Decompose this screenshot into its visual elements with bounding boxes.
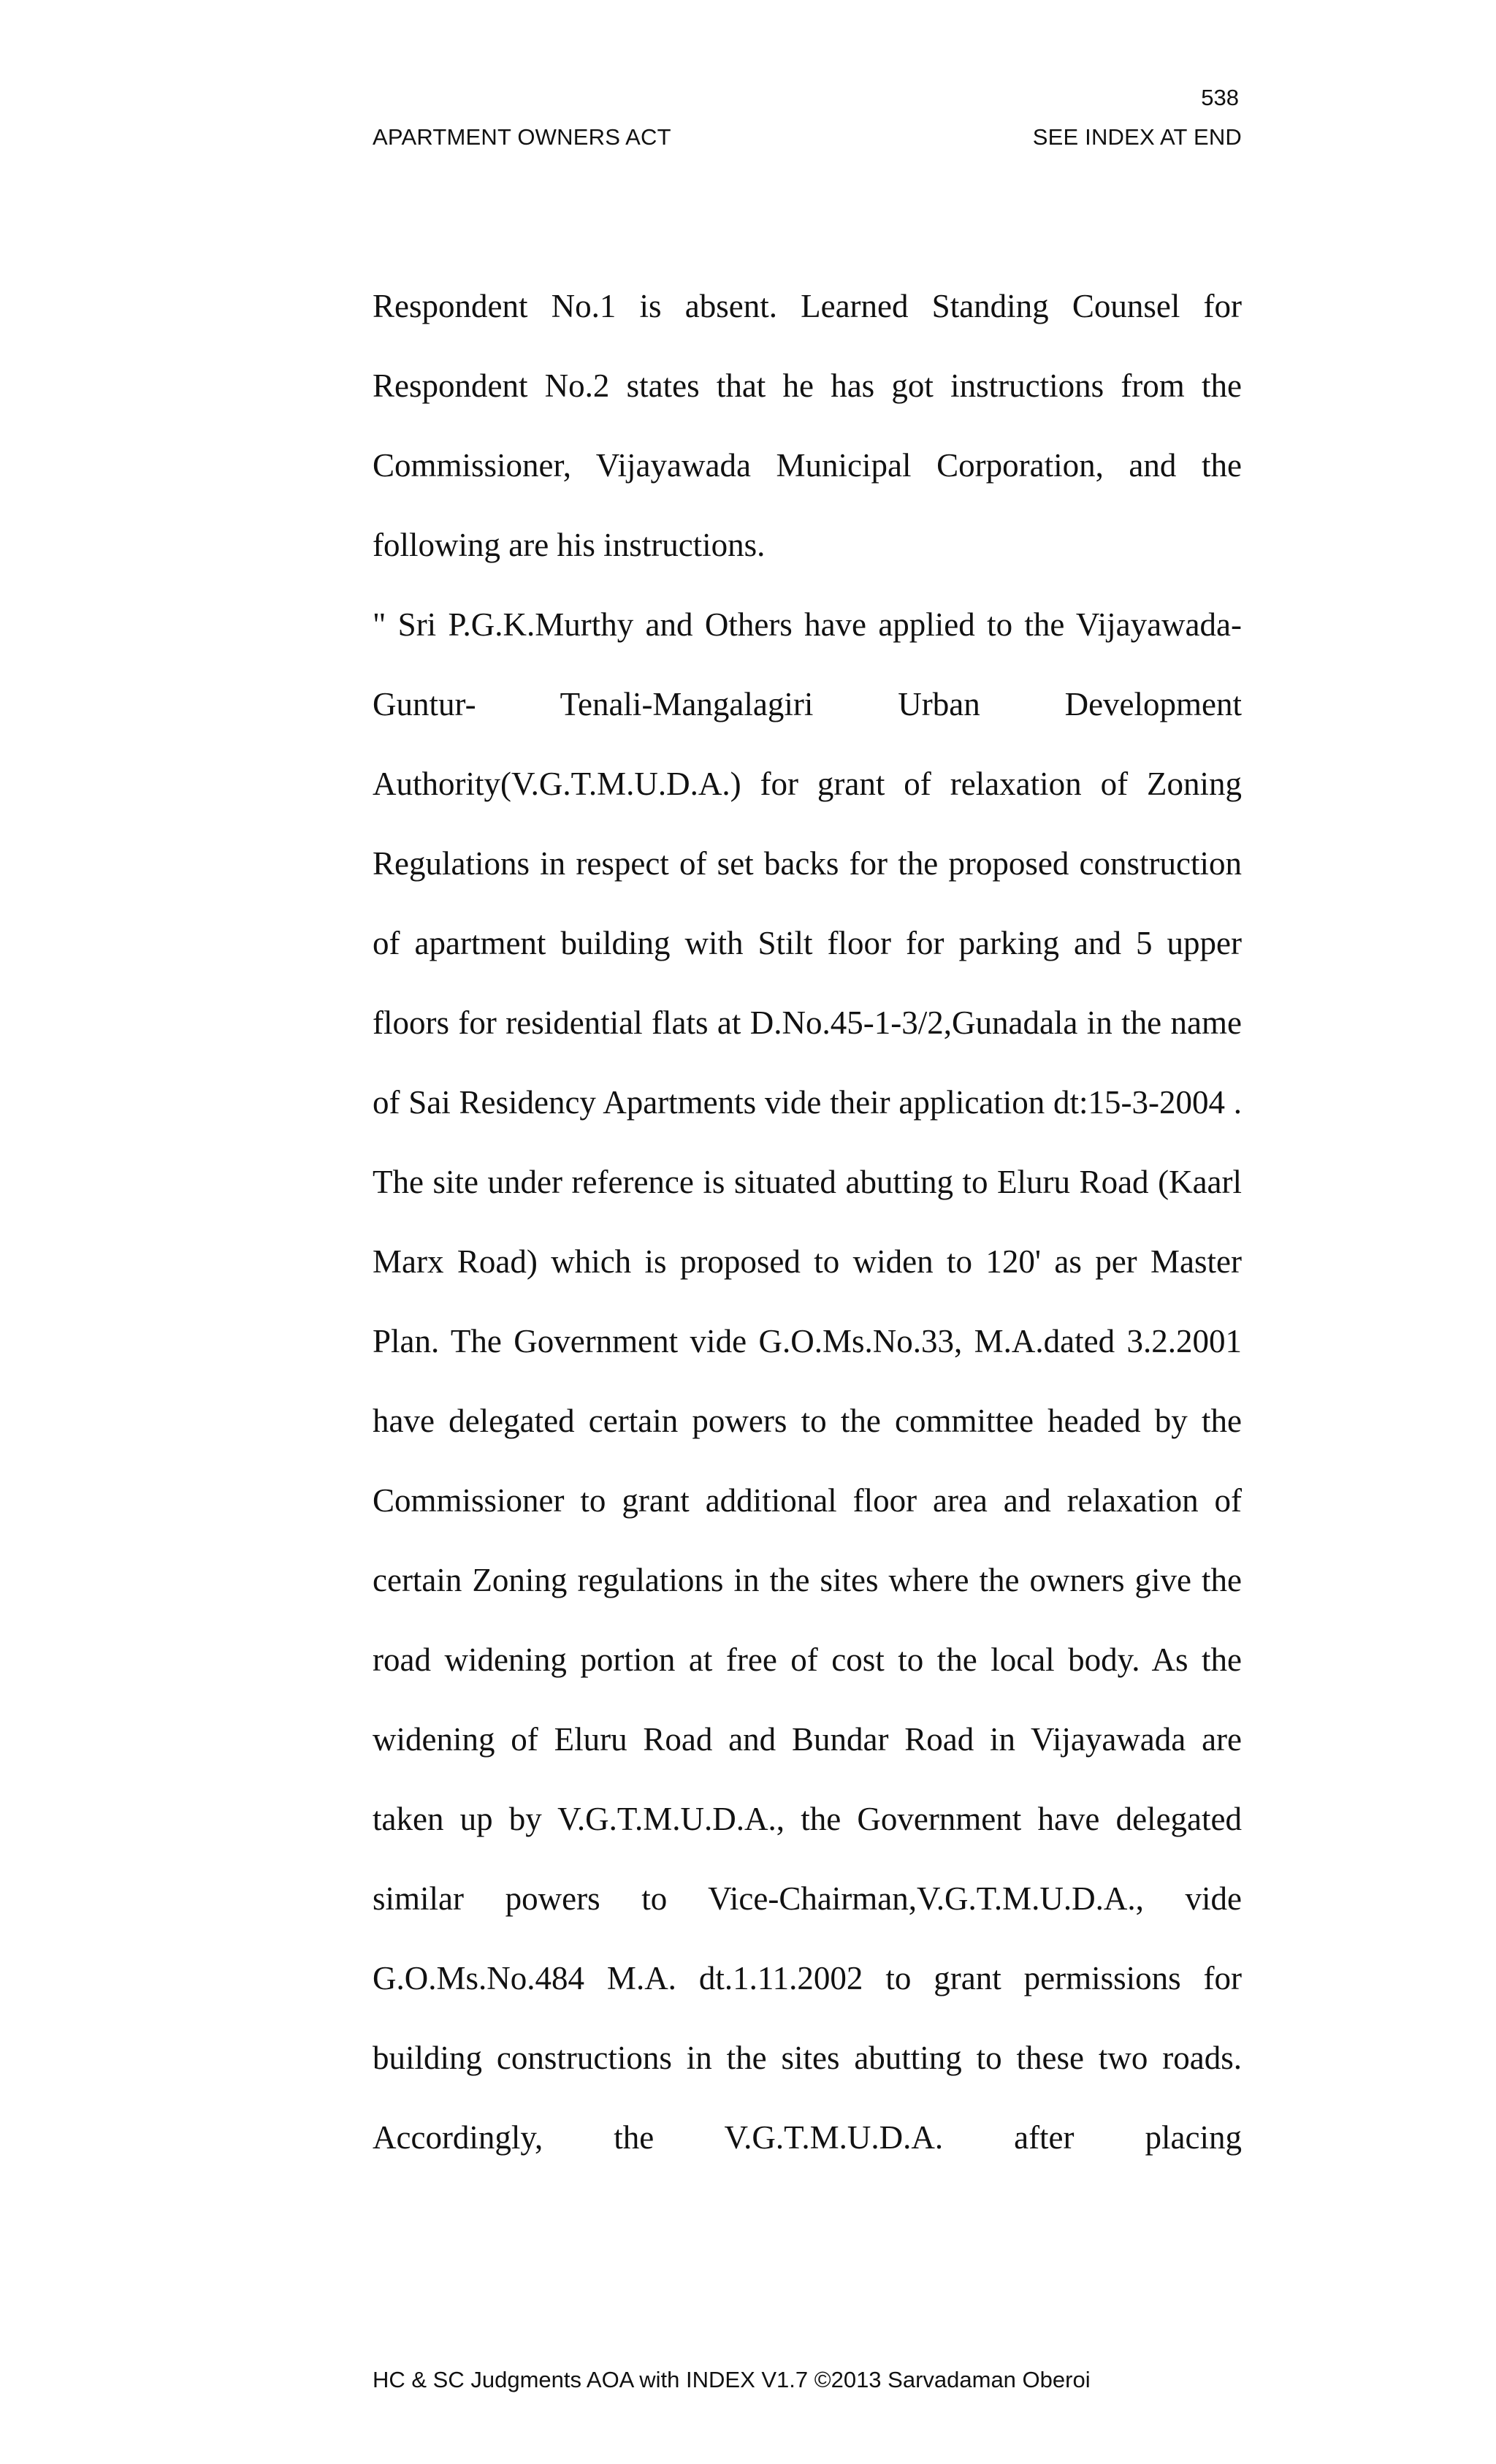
paragraph-1: Respondent No.1 is absent. Learned Standing Counsel for Respondent No.2 states that he has got instructions from the Commissioner, Vijayawada Municipal Corporation, and the following are his instructions. <box>373 288 1242 563</box>
header-title: APARTMENT OWNERS ACT <box>373 124 671 150</box>
paragraph-2: " Sri P.G.K.Murthy and Others have applied to the Vijayawada-Guntur- Tenali-Mangalagiri Urban Development Authority(V.G.T.M.U.D.A.) for grant of relaxation of Zoning Regulations in respect of set backs for the proposed construction of apartment building with Stilt floor for parking and 5 upper floors for residential flats at D.No.45-1-3/2,Gunadala in the name of Sai Residency Apartments vide their application dt:15-3-2004 . The site under reference is situated abutting to Eluru Road (Kaarl Marx Road) which is proposed to widen to 120' as per Master Plan. The Government vide G.O.Ms.No.33, M.A.dated 3.2.2001 have delegated certain powers to the committee headed by the Commissioner to grant additional floor area and relaxation of certain Zoning regulations in the sites where the owners give the road widening portion at free of cost to the local body. As the widening of Eluru Road and Bundar Road in Vijayawada are taken up by V.G.T.M.U.D.A., the Government have delegated similar powers to Vice-Chairman,V.G.T.M.U.D.A., vide G.O.Ms.No.484 M.A. dt.1.11.2002 to grant permissions for building constructions in the sites abutting to these two roads. Accordingly, the V.G.T.M.U.D.A. after placing <box>373 606 1242 2156</box>
running-header <box>373 126 1242 148</box>
header-index-note: SEE INDEX AT END <box>1032 124 1242 150</box>
document-body <box>373 267 1242 2178</box>
page-number: 538 <box>1201 85 1239 110</box>
page-footer: HC & SC Judgments AOA with INDEX V1.7 ©2013 Sarvadaman Oberoi <box>373 2367 1091 2392</box>
